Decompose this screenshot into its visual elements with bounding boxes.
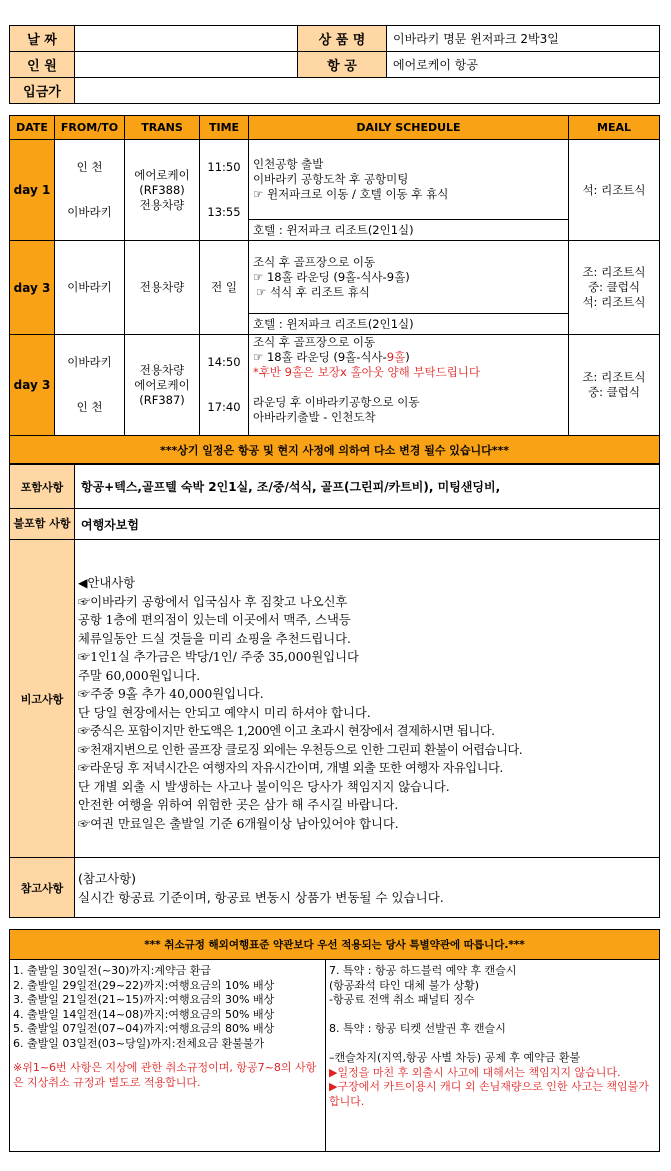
remarks-line: 단 당일 현장에서는 안되고 예약시 미리 하셔야 합니다. — [78, 705, 371, 720]
cancel-note: ※위1~6번 사항은 지상에 관한 취소규정이며, 항공7~8의 사항은 지상취소 규정과 별도로 적용합니다. — [13, 1061, 317, 1089]
day2-meal — [569, 241, 660, 335]
day2-label: day 3 — [10, 241, 55, 335]
cancel-rule: 3. 출발일 21일전(21~15)까지:여행요금의 30% 배상 — [13, 993, 275, 1006]
day1-from-to — [55, 140, 125, 241]
reference-line: 실시간 항공료 기준이며, 항공료 변동시 상품가 변동될 수 있습니다. — [78, 889, 444, 905]
day2-from: 이바라키 — [55, 241, 125, 335]
day2-meal-1: 조: 리조트식 — [582, 265, 646, 279]
day3-from-to — [55, 335, 125, 436]
day1-schedule — [249, 140, 569, 220]
day1-from: 인 천 — [76, 160, 103, 174]
day2-line-3: ☞ 석식 후 리조트 휴식 — [256, 284, 370, 299]
cancel-rule: 5. 출발일 07일전(07~04)까지:여행요금의 80% 배상 — [13, 1022, 275, 1035]
day3-line-2-text: ☞ 18홀 라운딩 (9홀-식사- — [253, 350, 387, 364]
remarks-line: ☞천재지변으로 인한 골프장 클로징 외에는 우천등으로 인한 그린피 환불이 어렵습니다. — [78, 742, 523, 757]
day3-line-5: 아바라키출발 - 인천도착 — [253, 410, 376, 424]
day2-hotel: 호텔 : 윈저파크 리조트(2인1실) — [249, 314, 569, 335]
cancellation-left — [10, 960, 326, 1152]
day1-line-1: 인천공항 출발 — [253, 157, 324, 171]
remarks-line: 단 개별 외출 시 발생하는 사고나 불이익은 당사가 책임지지 않습니다. — [78, 779, 450, 794]
day2-trans: 전용차량 — [125, 241, 200, 335]
remarks-line: ☞중식은 포함이지만 한도액은 1,200엔 이고 초과시 현장에서 결제하시면 됩니다. — [78, 724, 495, 738]
day3-trans-1: 전용차량 — [139, 362, 185, 377]
remarks-line: 안전한 여행을 위하여 위험한 곳은 삼가 해 주시길 바랍니다. — [78, 798, 399, 812]
remarks-line: ☞주중 9홀 추가 40,000원입니다. — [78, 687, 264, 701]
col-date: DATE — [10, 116, 55, 140]
day1-line-2: 이바라키 공항도착 후 공항미팅 — [253, 172, 409, 186]
day3-line-2 — [253, 350, 568, 365]
cancel-rule: 1. 출발일 30일전(~30)까지:계약금 환급 — [13, 964, 211, 977]
day3-from: 이바라키 — [67, 355, 112, 369]
airline-label: 항 공 — [298, 52, 387, 78]
day3-meal-2: 중: 클럽식 — [588, 385, 640, 399]
cancel-rule: 4. 출발일 14일전(14~08)까지:여행요금의 50% 배상 — [13, 1007, 275, 1021]
day3-to: 인 천 — [76, 400, 103, 414]
special-warning: ▶일정을 마친 후 외출시 사고에 대해서는 책임지지 않습니다. — [329, 1065, 621, 1079]
people-label: 인 원 — [10, 52, 75, 78]
day3-trans-3: (RF387) — [139, 392, 185, 407]
day3-line-2-red: 9홀 — [386, 350, 406, 364]
cancellation-right — [326, 960, 660, 1152]
col-daily-schedule: DAILY SCHEDULE — [249, 116, 569, 140]
day3-trans-2: 에어로케이 — [134, 377, 190, 392]
deposit-value — [75, 78, 660, 104]
excluded-label: 불포함 사항 — [10, 509, 75, 540]
remarks-line: ☞이바라키 공항에서 입국심사 후 짐찾고 나오신후 — [78, 594, 348, 609]
product-label: 상 품 명 — [298, 26, 387, 52]
day2-time: 전 일 — [200, 241, 249, 335]
product-value: 이바라키 명문 윈저파크 2박3일 — [387, 26, 660, 52]
day1-time-2: 13:55 — [207, 205, 241, 219]
reference-label: 참고사항 — [10, 858, 75, 918]
day3-warning: *후반 9홀은 보장x 홀아웃 양해 부탁드립니다 — [253, 365, 481, 379]
special-rule: (항공좌석 타인 대체 불가 상황) — [329, 978, 480, 992]
day1-meal: 석: 리조트식 — [569, 140, 660, 241]
day3-line-1: 조식 후 골프장으로 이동 — [253, 335, 376, 349]
included-value: 항공+텍스,골프텔 숙박 2인1실, 조/중/석식, 골프(그린피/카트비), 미팅샌딩비, — [75, 465, 660, 509]
col-trans: TRANS — [125, 116, 200, 140]
remarks-line: 주말 60,000원입니다. — [78, 668, 201, 683]
day2-line-1: 조식 후 골프장으로 이동 — [253, 254, 376, 269]
cancellation-header: *** 취소규정 해외여행표준 약관보다 우선 적용되는 당사 특별약관에 따릅니다.*** — [10, 930, 660, 960]
cancel-rule: 6. 출발일 03일전(03~당일)까지:전체요금 환불불가 — [13, 1036, 265, 1050]
special-warning: ▶구장에서 카트이용시 캐디 외 손님재량으로 인한 사고는 책임불가 합니다. — [329, 1080, 649, 1108]
day1-trans-2: (RF388) — [139, 182, 185, 197]
reference-body — [75, 858, 660, 918]
day1-time-1: 11:50 — [207, 160, 241, 174]
day1-hotel: 호텔 : 윈저파크 리조트(2인1실) — [249, 220, 569, 241]
day1-trans-3: 전용차량 — [139, 197, 185, 212]
day3-time-1: 14:50 — [207, 355, 241, 369]
remarks-line: 체류일동안 드실 것들을 미리 쇼핑을 추천드립니다. — [78, 631, 351, 646]
day1-time — [200, 140, 249, 241]
day3-trans — [125, 335, 200, 436]
day2-meal-3: 석: 리조트식 — [582, 295, 646, 309]
day3-meal — [569, 335, 660, 436]
special-rule: -항공료 전액 취소 패널티 징수 — [329, 993, 475, 1006]
special-rule: –캔슬차지(지역,항공 사별 차등) 공제 후 예약금 환불 — [329, 1051, 581, 1064]
excluded-value: 여행자보험 — [75, 509, 660, 540]
remarks-line: ☞라운딩 후 저녁시간은 여행자의 자유시간이며, 개별 외출 또한 여행자 자유입니다. — [78, 761, 503, 775]
remarks-line: 공항 1층에 편의점이 있는데 이곳에서 맥주, 스낵등 — [78, 613, 351, 627]
cancel-rule: 2. 출발일 29일전(29~22)까지:여행요금의 10% 배상 — [13, 978, 275, 992]
day3-line-2-close: ) — [405, 350, 410, 364]
day1-to: 이바라키 — [67, 205, 112, 219]
col-time: TIME — [200, 116, 249, 140]
day1-trans — [125, 140, 200, 241]
schedule-table — [9, 115, 660, 464]
day2-line-2: ☞ 18홀 라운딩 (9홀-식사-9홀) — [253, 269, 410, 284]
special-rule: 8. 특약 : 항공 티켓 선발권 후 캔슬시 — [329, 1022, 506, 1035]
day3-meal-1: 조: 리조트식 — [582, 370, 646, 384]
schedule-notice: ***상기 일정은 항공 및 현지 사정에 의하여 다소 변경 될수 있습니다*** — [10, 436, 660, 464]
remarks-line: ☞여권 만료일은 출발일 기준 6개월이상 남아있어야 합니다. — [78, 816, 399, 831]
date-label: 날 짜 — [10, 26, 75, 52]
details-table — [9, 464, 660, 918]
day3-label: day 3 — [10, 335, 55, 436]
day1-line-3: ☞ 윈저파크로 이동 / 호텔 이동 후 휴식 — [253, 187, 449, 201]
day1-trans-1: 에어로케이 — [134, 167, 190, 182]
day3-schedule — [249, 335, 569, 436]
reference-line: (참고사항) — [78, 870, 137, 886]
included-label: 포함사항 — [10, 465, 75, 509]
remarks-line: ☞1인1실 추가금은 박당/1인/ 주중 35,000원입니다 — [78, 650, 359, 664]
day2-meal-2: 중: 클럽식 — [588, 280, 640, 294]
day1-label: day 1 — [10, 140, 55, 241]
people-value — [75, 52, 298, 78]
day3-time — [200, 335, 249, 436]
remarks-label: 비고사항 — [10, 540, 75, 858]
info-table — [9, 25, 660, 104]
cancellation-table — [9, 929, 660, 1152]
day3-line-4: 라운딩 후 이바라키공항으로 이동 — [253, 395, 420, 409]
col-meal: MEAL — [569, 116, 660, 140]
day2-schedule — [249, 241, 569, 314]
remarks-line: ◀안내사항 — [78, 576, 135, 590]
deposit-label: 입금가 — [10, 78, 75, 104]
special-rule: 7. 특약 : 항공 하드블럭 예약 후 캔슬시 — [329, 964, 517, 977]
remarks-body — [75, 540, 660, 858]
day3-time-2: 17:40 — [207, 400, 241, 414]
col-from-to: FROM/TO — [55, 116, 125, 140]
date-value — [75, 26, 298, 52]
schedule-header-row — [10, 116, 660, 140]
airline-value: 에어로케이 항공 — [387, 52, 660, 78]
